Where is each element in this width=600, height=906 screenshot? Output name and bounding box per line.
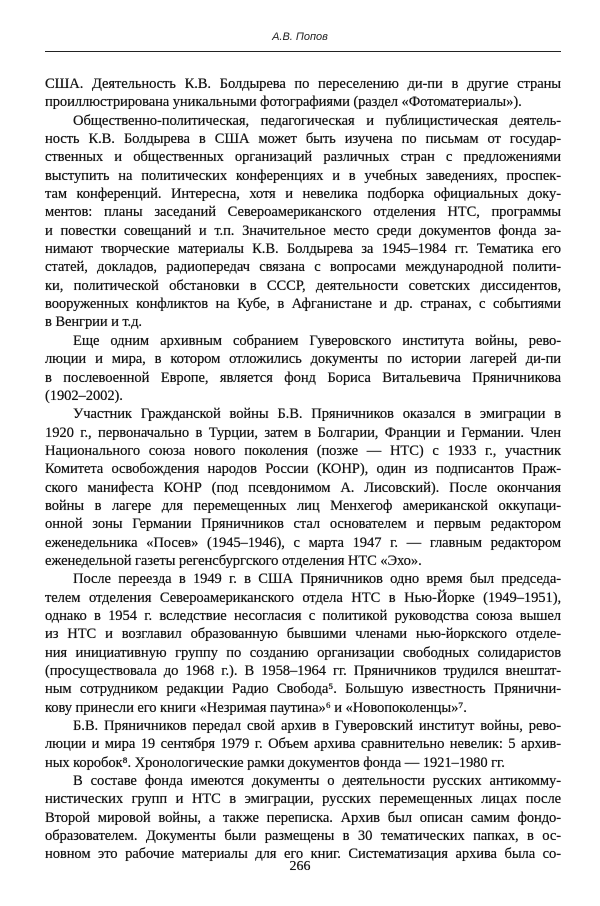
- paragraph: [45, 75, 561, 112]
- text-line: Комитета освобождения народов России (КОНР), один из подписантов Праж-: [45, 461, 561, 478]
- text-line: Еще одним архивным собранием Гуверовского института войны, рево-: [73, 332, 561, 349]
- text-line: кову принесли его книги «Незримая паутина»⁶ и «Новопоколенцы»⁷.: [45, 699, 467, 716]
- text-line: (просуществовала до 1968 г.). В 1958–1964 гг. Пряничников трудился внештат-: [45, 663, 561, 679]
- text-line: статей, докладов, радиопередач связана с вопросами международной полити-: [45, 259, 561, 276]
- text-line: После переезда в 1949 г. в США Пряничников одно время был председа-: [73, 571, 561, 588]
- text-line: однако в 1954 г. вследствие несогласия с политикой руководства союза вышел: [45, 607, 561, 624]
- text-line: ния инициативную группу по созданию организации свободных солидаристов: [45, 644, 561, 661]
- text-line: вооруженных конфликтов на Кубе, в Афганистане и др. странах, с событиями: [45, 296, 561, 313]
- text-line: Б.В. Пряничников передал свой архив в Гуверовский институт войны, рево-: [73, 718, 561, 735]
- text-line: еженедельной газеты регенсбургского отделения НТС «Эхо».: [45, 552, 422, 569]
- header-rule: [45, 51, 561, 52]
- paragraph: [45, 570, 561, 717]
- text-line: люции и мира, в котором отложились документы по истории лагерей ди-пи: [45, 351, 561, 368]
- text-line: Национального союза нового поколения (позже — НТС) с 1933 г., участник: [45, 442, 561, 459]
- text-line: новном это рабочие материалы для его книг. Систематизация архива была со-: [45, 846, 561, 863]
- text-line: Общественно-политическая, педагогическая и публицистическая деятель-: [73, 112, 561, 129]
- text-line: ки, политической обстановки в СССР, деятельности советских диссидентов,: [45, 277, 561, 294]
- paragraph: [45, 332, 561, 405]
- paragraph: [45, 112, 561, 332]
- paragraph: [45, 772, 561, 864]
- text-line: войны в лагере для перемещенных лиц Менхегоф американской оккупаци-: [45, 497, 561, 514]
- body-text: [45, 75, 561, 864]
- running-head: А.В. Попов: [272, 31, 328, 43]
- text-line: Участник Гражданской войны Б.В. Пряничников оказался в эмиграции в: [73, 406, 561, 423]
- text-line: образователем. Документы были размещены в 30 тематических папках, в ос-: [45, 828, 561, 845]
- text-line: онной зоны Германии Пряничников стал основателем и первым редактором: [45, 516, 561, 533]
- text-line: там конференций. Интересна, хотя и невелика подборка официальных доку-: [45, 186, 561, 203]
- text-line: люции и мира 19 сентября 1979 г. Объем архива сравнительно невелик: 5 архив-: [45, 736, 561, 753]
- paragraph: [45, 405, 561, 570]
- text-line: ным сотрудником редакции Радио Свобода⁵. Большую известность Прянични-: [45, 681, 561, 698]
- text-line: выступить на политических конференциях и в учебных заведениях, проспек-: [45, 167, 561, 184]
- text-line: Второй мировой войны, а также переписка. Архив был описан самим фондо-: [45, 809, 561, 826]
- text-line: и повестки совещаний и т.п. Значительное место среди документов фонда за-: [45, 222, 561, 239]
- text-line: ского манифеста КОНР (под псевдонимом А. Лисовский). После окончания: [45, 479, 561, 496]
- text-line: еженедельника «Посев» (1945–1946), с марта 1947 г. — главным редактором: [45, 534, 561, 551]
- text-line: (1902–2002).: [45, 387, 123, 404]
- text-line: 1920 г., первоначально в Турции, затем в Болгарии, Франции и Германии. Член: [45, 424, 561, 441]
- text-line: ственных и общественных организаций различных стран с предложениями: [45, 149, 561, 166]
- paragraph: [45, 717, 561, 772]
- text-line: в послевоенной Европе, является фонд Бориса Витальевича Пряничникова: [45, 369, 561, 386]
- text-line: ментов: планы заседаний Североамериканского отделения НТС, программы: [45, 204, 561, 221]
- text-line: В составе фонда имеются документы о деятельности русских антикомму-: [73, 773, 561, 790]
- text-line: нистических групп и НТС в эмиграции, русских перемещенных лицах после: [45, 791, 561, 808]
- text-line: ность К.В. Болдырева в США может быть изучена по письмам от государ-: [45, 131, 561, 148]
- text-line: нимают творческие материалы К.В. Болдырева за 1945–1984 гг. Тематика его: [45, 241, 561, 258]
- page-number: 266: [289, 859, 311, 874]
- text-line: ных коробок⁸. Хронологические рамки документов фонда — 1921–1980 гг.: [45, 754, 505, 771]
- text-line: проиллюстрирована уникальными фотографиями (раздел «Фотоматериалы»).: [45, 94, 522, 111]
- text-line: телем отделения Североамериканского отдела НТС в Нью-Йорке (1949–1951),: [45, 589, 561, 606]
- text-line: США. Деятельность К.В. Болдырева по переселению ди-пи в другие страны: [45, 76, 561, 92]
- text-line: в Венгрии и т.д.: [45, 314, 142, 331]
- text-line: из НТС и возглавил образованную бывшими членами нью-йоркского отделе-: [45, 626, 561, 643]
